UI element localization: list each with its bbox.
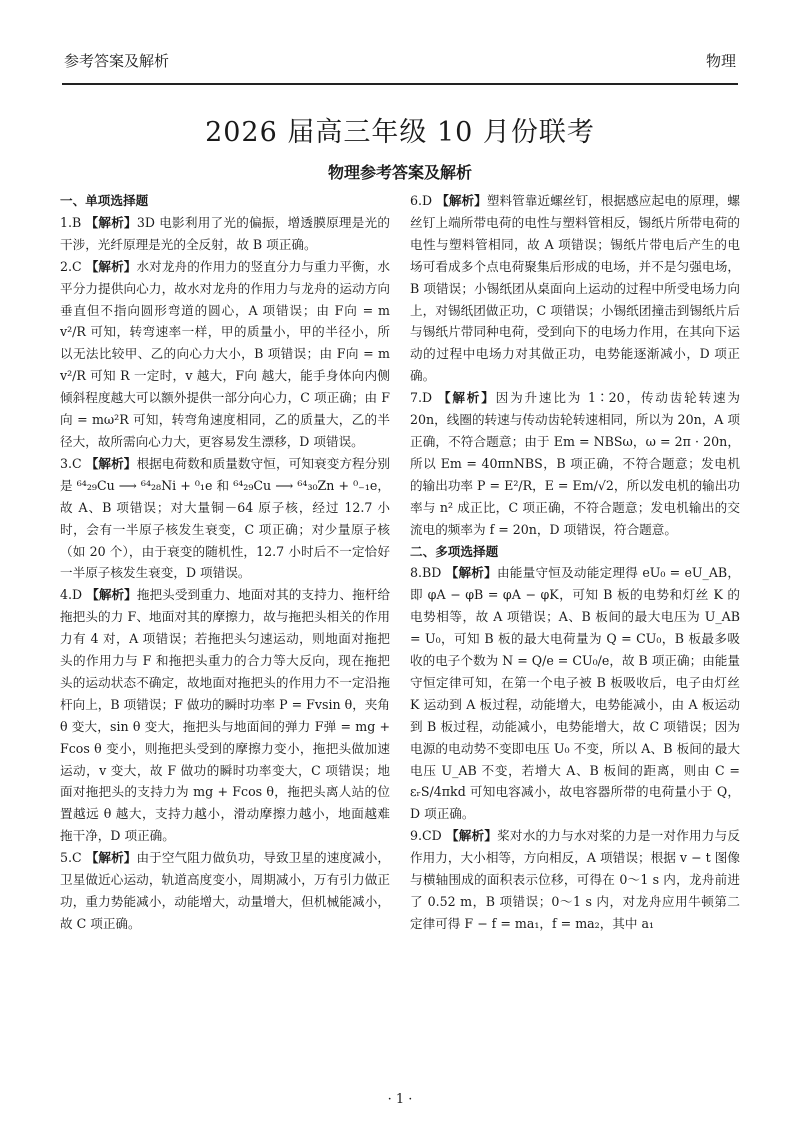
answer-item (410, 190, 740, 387)
answer-explanation: 水对龙舟的作用力的竖直分力与重力平衡，水平分力提供向心力，故水对龙舟的作用力与龙舟的运动方向垂直但不指向圆形弯道的圆心，A 项错误；由 F向 = m v²/R 可知，转弯速率一样，甲的质量小，甲的半径小，所以无法比较甲、乙的向心力大小，B 项错误；由 F向 = m v²/R 可知 R 一定时，v 越大，F向 越大，能手身体向内侧倾斜程度越大可以额外提供一部分向心力，C 项正确；由 F向 = mω²R 可知，转弯角速度相同，乙的质量大，乙的半径大，故所需向心力大，更容易发生漂移，D 项错误。 (60, 258, 391, 449)
answer-explanation: 由能量守恒及动能定理得 eU₀ = eU_AB，即 φA − φB = φA − φK，可知 B 板的电势和灯丝 K 的电势相等，故 A 项错误；A、B 板间的最大电压为 U_AB = U₀，可知 B 板的最大电荷量为 Q = CU₀，B 板最多吸收的电子个数为 N = Q/e = CU₀/e，故 B 项正确；由能量守恒定律可知，在第一个电子被 B 板吸收后，电子由灯丝 K 运动到 A 板过程，动能增大，电势能减小，由 A 板运动到 B 板过程，动能减小，电势能增大，故 C 项错误；因为电源的电动势不变即电压 U₀ 不变，所以 A、B 板间的最大电压 U_AB 不变，若增大 A、B 板间的距离，则由 C = εᵣS/4πkd 可知电容减小，故电容器所带的电荷量小于 Q，D 项正确。 (410, 565, 741, 822)
answer-number: 2.C (60, 258, 82, 274)
analysis-tag: 【解析】 (85, 455, 137, 471)
page-title: 2026 届高三年级 10 月份联考 (205, 117, 595, 148)
answer-number: 5.C (60, 850, 82, 866)
answer-item (410, 825, 740, 935)
left-column (60, 190, 390, 935)
answer-item (60, 256, 390, 453)
answer-item (410, 562, 740, 825)
section-heading: 二、多项选择题 (410, 543, 499, 559)
answer-item (60, 212, 390, 256)
header-left-text: 参考答案及解析 (64, 52, 170, 70)
header-subject: 物理 (705, 52, 736, 70)
answer-number: 8.BD (410, 565, 442, 581)
page-subtitle: 物理参考答案及解析 (327, 163, 472, 182)
analysis-tag: 【解析】 (85, 258, 137, 274)
answer-item (60, 584, 390, 847)
analysis-tag: 【解析】 (85, 214, 137, 230)
page-header (64, 50, 736, 74)
answer-item (60, 847, 390, 935)
answer-number: 6.D (410, 193, 433, 208)
answer-explanation: 桨对水的力与水对桨的力是一对作用力与反作用力，大小相等，方向相反，A 项错误；根据 v − t 图像与横轴围成的面积表示位移，可得在 0～1 s 内，龙舟前进了 0.52 m，B 项错误；0～1 s 内，对龙舟应用牛顿第二定律可得 F − f = ma₁，f = ma₂，其中 a₁ (410, 828, 740, 931)
answer-number: 1.B (60, 214, 82, 230)
answer-number: 3.C (60, 455, 82, 471)
analysis-tag: 【解析】 (445, 565, 497, 581)
answer-explanation: 根据电荷数和质量数守恒，可知衰变方程分别是 ⁶⁴₂₉Cu ⟶ ⁶⁴₂₈Ni + ⁰₁e 和 ⁶⁴₂₉Cu ⟶ ⁶⁴₃₀Zn + ⁰₋₁e，故 A、B 项错误；对大量铜－64 原子核，经过 12.7 小时，会有一半原子核发生衰变，C 项正确；对少量原子核（如 20 个），由于衰变的随机性，12.7 小时后不一定恰好一半原子核发生衰变，D 项错误。 (60, 455, 391, 581)
analysis-tag: 【解析】 (437, 390, 496, 406)
analysis-tag: 【解析】 (85, 850, 137, 866)
answer-explanation: 拖把头受到重力、地面对其的支持力、拖杆给拖把头的力 F、地面对其的摩擦力，故与拖把头相关的作用力有 4 对，A 项错误；若拖把头匀速运动，则地面对拖把头的作用力与 F 和拖把头重力的合力等大反向，现在拖把头的运动状态不确定，故地面对拖把头的作用力不一定沿拖杆向上，B 项错误；F 做功的瞬时功率 P = Fvsin θ，夹角 θ 变大，sin θ 变大，拖把头与地面间的弹力 F弹 = mg + Fcos θ 变小，则拖把头受到的摩擦力变小，拖把头做加速运动，v 变大，故 F 做功的瞬时功率变大，C 项错误；地面对拖把头的支持力为 mg + Fcos θ，拖把头离人站的位置越远 θ 越大，支持力越小，滑动摩擦力越小，地面越难拖干净，D 项正确。 (60, 587, 391, 844)
answer-explanation: 塑料管靠近螺丝钉，根据感应起电的原理，螺丝钉上端所带电荷的电性与塑料管相反，锡纸片所带电荷的电性与塑料管相同，故 A 项错误；锡纸片带电后产生的电场可看成多个点电荷聚集后形成的电场，并不是匀强电场，B 项错误；小锡纸团从桌面向上运动的过程中所受电场力向上，对锡纸团做正功，C 项错误；小锡纸团撞击到锡纸片后与锡纸片带同种电荷，受到向下的电场力作用，在其向下运动的过程中电场力对其做正功，电势能逐渐减小，D 项正确。 (410, 193, 741, 384)
answer-item (60, 453, 390, 584)
answer-item (410, 387, 740, 540)
right-column (410, 190, 740, 935)
answer-number: 9.CD (410, 828, 442, 844)
section-heading: 一、单项选择题 (60, 193, 149, 208)
page-number: · 1 · (387, 1092, 413, 1107)
answer-number: 4.D (60, 587, 83, 603)
answer-explanation: 3D 电影利用了光的偏振，增透膜原理是光的干涉，光纤原理是光的全反射，故 B 项正确。 (60, 214, 390, 252)
analysis-tag: 【解析】 (436, 193, 487, 208)
analysis-tag: 【解析】 (86, 587, 137, 603)
header-rule (62, 83, 738, 85)
answer-explanation: 由于空气阻力做负功，导致卫星的速度减小，卫星做近心运动，轨道高度变小，周期减小，万有引力做正功，重力势能减小，动能增大，动量增大，但机械能减小，故 C 项正确。 (60, 850, 391, 931)
answer-number: 7.D (410, 390, 433, 406)
answer-explanation: 因为升速比为 1∶20，传动齿轮转速为 20n，线圈的转速与传动齿轮转速相同，所以为 20n，A 项正确，不符合题意；由于 Em = NBSω，ω = 2π · 20n，所以 Em = 40πnNBS，B 项正确，不符合题意；发电机的输出功率 P = E²/R，E = Em/√2，所以发电机的输出功率与 n² 成正比，C 项正确，不符合题意；发电机输出的交流电的频率为 f = 20n，D 项错误，符合题意。 (410, 390, 741, 537)
analysis-tag: 【解析】 (445, 828, 498, 844)
